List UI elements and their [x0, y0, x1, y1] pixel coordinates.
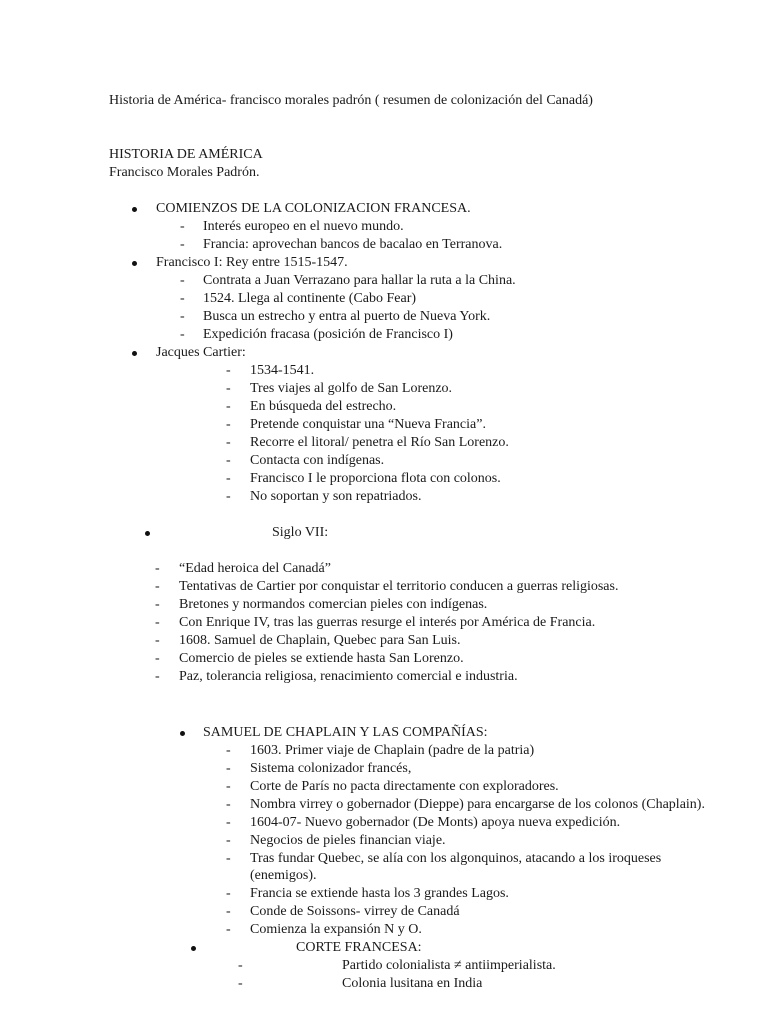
list-item: Negocios de pieles financian viaje.: [250, 833, 446, 848]
section-title: SAMUEL DE CHAPLAIN Y LAS COMPAÑÍAS:: [203, 725, 488, 740]
dash-marker: -: [238, 958, 243, 973]
list-item: 1603. Primer viaje de Chaplain (padre de la patria): [250, 743, 535, 758]
dash-marker: -: [180, 327, 185, 342]
list-item: En búsqueda del estrecho.: [250, 399, 397, 414]
heading: HISTORIA DE AMÉRICA: [109, 147, 263, 162]
dash-marker: -: [155, 633, 160, 648]
list-item-continuation: (enemigos).: [250, 868, 317, 883]
dash-marker: -: [180, 273, 185, 288]
dash-marker: -: [226, 797, 231, 812]
dash-marker: -: [155, 669, 160, 684]
bullet-icon: [132, 207, 137, 212]
dash-marker: -: [180, 219, 185, 234]
dash-marker: -: [226, 743, 231, 758]
list-item: Expedición fracasa (posición de Francisco I): [203, 327, 453, 342]
list-item: No soportan y son repatriados.: [250, 489, 422, 504]
section-title: CORTE FRANCESA:: [296, 940, 422, 955]
dash-marker: -: [226, 833, 231, 848]
dash-marker: -: [226, 904, 231, 919]
list-item: Corte de París no pacta directamente con exploradores.: [250, 779, 559, 794]
list-item: Francia: aprovechan bancos de bacalao en Terranova.: [203, 237, 503, 252]
section-title: Siglo VII:: [272, 525, 329, 540]
dash-marker: -: [180, 291, 185, 306]
dash-marker: -: [155, 615, 160, 630]
list-item: Comienza la expansión N y O.: [250, 922, 422, 937]
list-item: Partido colonialista ≠ antiimperialista.: [342, 958, 556, 973]
dash-marker: -: [226, 471, 231, 486]
dash-marker: -: [226, 922, 231, 937]
list-item: “Edad heroica del Canadá”: [179, 561, 331, 576]
dash-marker: -: [226, 399, 231, 414]
list-item: Conde de Soissons- virrey de Canadá: [250, 904, 460, 919]
list-item: Paz, tolerancia religiosa, renacimiento comercial e industria.: [179, 669, 518, 684]
section-title: Francisco I: Rey entre 1515-1547.: [156, 255, 348, 270]
list-item: 1524. Llega al continente (Cabo Fear): [203, 291, 417, 306]
list-item: Busca un estrecho y entra al puerto de Nueva York.: [203, 309, 491, 324]
list-item: Colonia lusitana en India: [342, 976, 483, 991]
section-title: Jacques Cartier:: [156, 345, 246, 360]
list-item: Tres viajes al golfo de San Lorenzo.: [250, 381, 453, 396]
author: Francisco Morales Padrón.: [109, 165, 260, 180]
dash-marker: -: [226, 363, 231, 378]
dash-marker: -: [155, 561, 160, 576]
list-item: Tentativas de Cartier por conquistar el territorio conducen a guerras religiosas.: [179, 579, 619, 594]
dash-marker: -: [226, 489, 231, 504]
dash-marker: -: [226, 417, 231, 432]
list-item: Sistema colonizador francés,: [250, 761, 412, 776]
list-item: Bretones y normandos comercian pieles con indígenas.: [179, 597, 488, 612]
dash-marker: -: [155, 597, 160, 612]
dash-marker: -: [155, 579, 160, 594]
list-item: 1604-07- Nuevo gobernador (De Monts) apoya nueva expedición.: [250, 815, 621, 830]
dash-marker: -: [226, 381, 231, 396]
list-item: Interés europeo en el nuevo mundo.: [203, 219, 404, 234]
list-item: Francia se extiende hasta los 3 grandes Lagos.: [250, 886, 509, 901]
list-item: Contacta con indígenas.: [250, 453, 385, 468]
dash-marker: -: [226, 815, 231, 830]
list-item: 1608. Samuel de Chaplain, Quebec para San Luis.: [179, 633, 461, 648]
bullet-icon: [191, 946, 196, 951]
document-title: Historia de América- francisco morales padrón ( resumen de colonización del Canadá): [109, 93, 593, 108]
list-item: Recorre el litoral/ penetra el Río San Lorenzo.: [250, 435, 509, 450]
dash-marker: -: [226, 761, 231, 776]
bullet-icon: [145, 531, 150, 536]
dash-marker: -: [180, 237, 185, 252]
bullet-icon: [180, 731, 185, 736]
dash-marker: -: [226, 779, 231, 794]
list-item: Nombra virrey o gobernador (Dieppe) para encargarse de los colonos (Chaplain).: [250, 797, 705, 812]
bullet-icon: [132, 351, 137, 356]
list-item: Comercio de pieles se extiende hasta San Lorenzo.: [179, 651, 464, 666]
dash-marker: -: [226, 851, 231, 866]
list-item: Francisco I le proporciona flota con colonos.: [250, 471, 501, 486]
dash-marker: -: [226, 886, 231, 901]
list-item: 1534-1541.: [250, 363, 315, 378]
list-item: Contrata a Juan Verrazano para hallar la ruta a la China.: [203, 273, 516, 288]
dash-marker: -: [226, 435, 231, 450]
list-item: Pretende conquistar una “Nueva Francia”.: [250, 417, 486, 432]
dash-marker: -: [226, 453, 231, 468]
dash-marker: -: [238, 976, 243, 991]
list-item: Tras fundar Quebec, se alía con los algonquinos, atacando a los iroqueses: [250, 851, 662, 866]
bullet-icon: [132, 261, 137, 266]
section-title: COMIENZOS DE LA COLONIZACION FRANCESA.: [156, 201, 471, 216]
list-item: Con Enrique IV, tras las guerras resurge el interés por América de Francia.: [179, 615, 596, 630]
dash-marker: -: [155, 651, 160, 666]
dash-marker: -: [180, 309, 185, 324]
